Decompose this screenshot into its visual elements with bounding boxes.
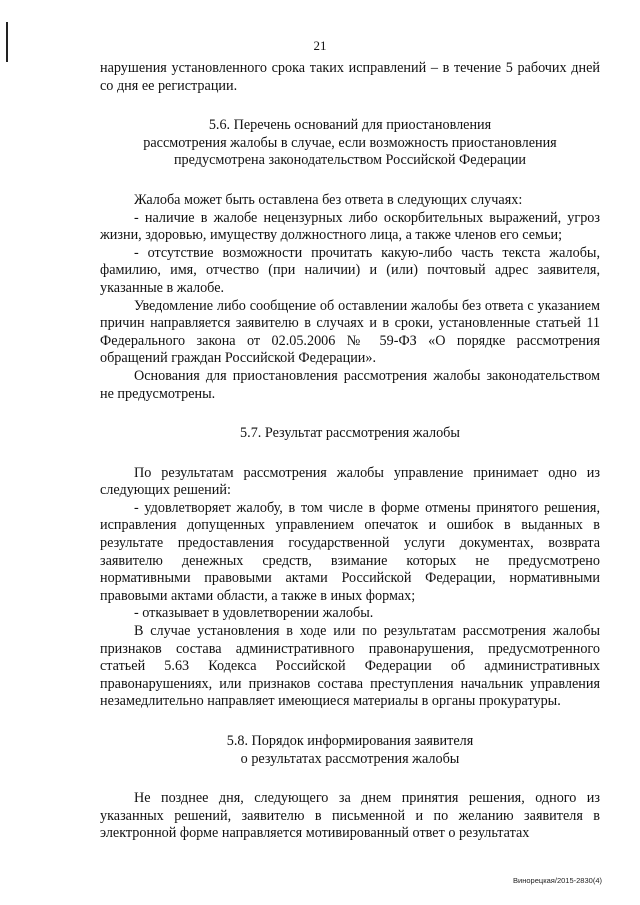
paragraph: По результатам рассмотрения жалобы управление принимает одно из следующих решений: <box>100 464 600 499</box>
section-5-6-heading <box>100 117 600 170</box>
paragraph: Уведомление либо сообщение об оставлении жалобы без ответа с указанием причин направляется заявителю в случаях и в сроки, установленные статьей 11 Федерального закона от 02.05.2006 № 59-ФЗ «О порядке рассмотрения обращений граждан Российской Федерации». <box>100 297 600 367</box>
paragraph: Основания для приостановления рассмотрения жалобы законодательством не предусмотрены. <box>100 367 600 402</box>
paragraph: Жалоба может быть оставлена без ответа в следующих случаях: <box>134 191 523 208</box>
section-5-8-heading <box>100 733 600 768</box>
list-item: - удовлетворяет жалобу, в том числе в форме отмены принятого решения, исправления допущенных управлением опечаток и ошибок в выданных в результате предоставления государственной услуги документах, возврата заявителю денежных средств, взимание которых не предусмотрено нормативными правовыми актами Российской Федерации, нормативными правовыми актами области, а также в иных формах; <box>100 499 600 604</box>
list-item: - отказывает в удовлетворении жалобы. <box>134 605 374 622</box>
paragraph: Не позднее дня, следующего за днем принятия решения, одного из указанных решений, заявителю в письменной и по желанию заявителя в электронной форме направляется мотивированный ответ о результатах <box>100 790 600 842</box>
section-heading-line: 5.7. Результат рассмотрения жалобы <box>240 425 460 442</box>
document-body <box>100 60 600 843</box>
paragraph: В случае установления в ходе или по результатам рассмотрения жалобы признаков состава административного правонарушения, предусмотренного статьей 5.63 Кодекса Российской Федерации об административных правонарушениях, или признаков состава преступления начальник управления незамедлительно направляет имеющиеся материалы в органы прокуратуры. <box>100 623 600 710</box>
section-heading-line: 5.8. Порядок информирования заявителя <box>226 733 474 749</box>
section-heading-line: предусмотрена законодательством Российской Федерации <box>173 152 527 169</box>
list-item: - отсутствие возможности прочитать какую-либо часть текста жалобы, фамилию, имя, отчество (при наличии) и (или) почтовый адрес заявителя, указанные в жалобе. <box>100 244 600 296</box>
continuation-paragraph: нарушения установленного срока таких исправлений – в течение 5 рабочих дней со дня ее регистрации. <box>100 60 600 94</box>
list-item: - наличие в жалобе нецензурных либо оскорбительных выражений, угроз жизни, здоровью, имуществу должностного лица, а также членов его семьи; <box>100 209 600 244</box>
section-heading-line: 5.6. Перечень оснований для приостановления <box>208 117 492 134</box>
page-number: 21 <box>313 38 327 53</box>
footer-document-code: Винорецкая/2015-2830(4) <box>513 876 602 885</box>
section-5-7-heading <box>100 425 600 443</box>
section-heading-line: рассмотрения жалобы в случае, если возможность приостановления <box>143 134 557 151</box>
section-heading-line: о результатах рассмотрения жалобы <box>240 750 460 767</box>
